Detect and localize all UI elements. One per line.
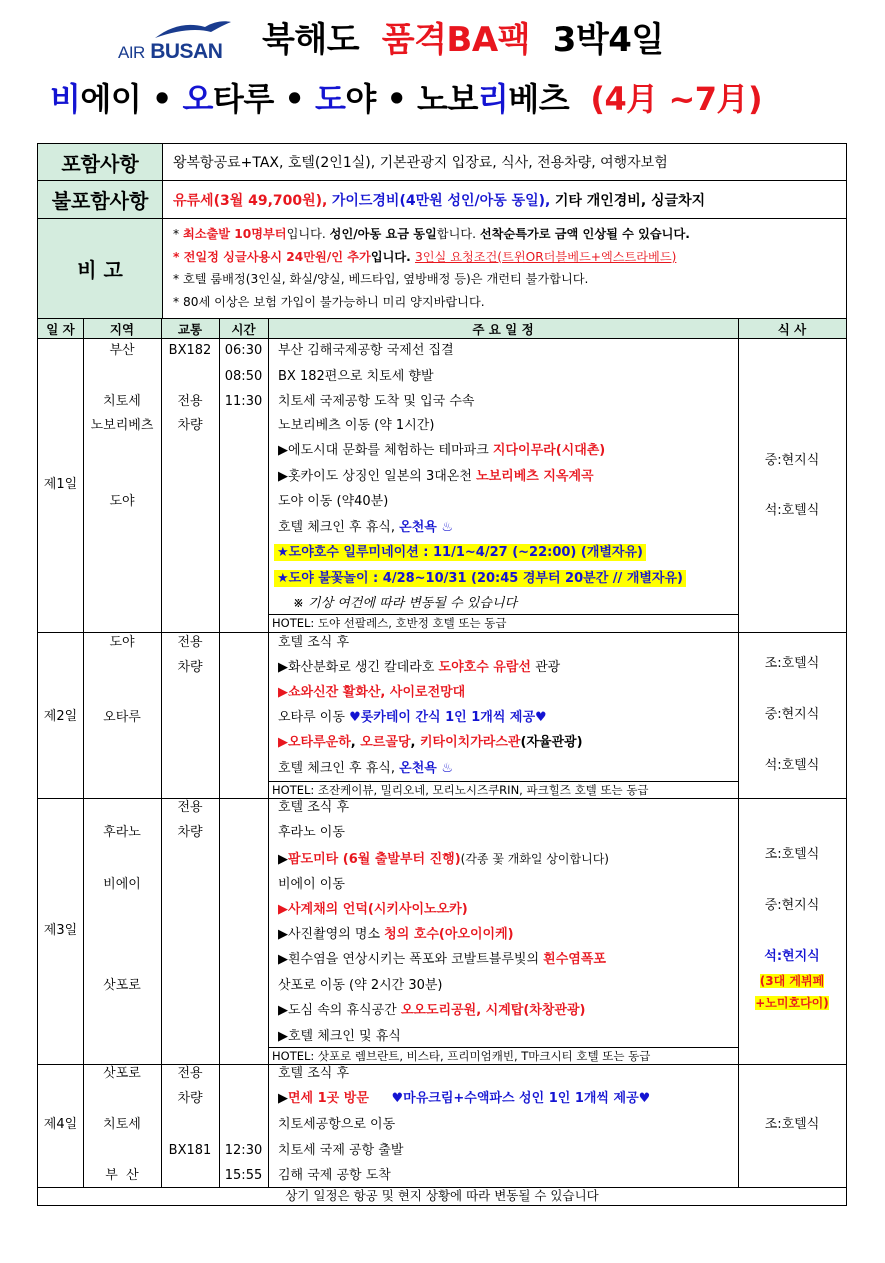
meal-special: [738, 995, 846, 1012]
fuel-surcharge: 유류세(3월 49,700원),: [173, 192, 328, 209]
schedule-highlight: 청의 호수(아오이이케): [384, 927, 514, 942]
subtitle-part: 야 • 노보: [345, 80, 478, 118]
schedule-highlight: 노보리베츠 지옥계곡: [476, 469, 594, 484]
schedule-highlight: 팜도미타 (6월 출발부터 진행): [288, 852, 461, 867]
schedule-item: [278, 851, 609, 868]
time: 12:30: [224, 1143, 263, 1158]
included-value: 왕복항공료+TAX, 호텔(2인1실), 기본관광지 입장료, 식사, 전용차량, 여행자보험: [163, 144, 846, 181]
meal: 중:현지식: [764, 898, 820, 913]
schedule-highlight: 흰수염폭포: [543, 952, 606, 967]
schedule-item: 치토세 국제 공항 출발: [278, 1143, 404, 1158]
hotel-info: HOTEL: 조잔케이뷰, 밀리오네, 모리노시즈쿠RIN, 파크힐즈 호텔 또는 동급: [272, 783, 649, 797]
grid-line: [161, 319, 162, 1187]
grid-line: [83, 319, 84, 1187]
schedule-text: ▶에도시대 문화를 체험하는 테마파크: [278, 443, 493, 458]
subtitle-period: (4月 ~7月): [590, 80, 763, 118]
transport: BX181: [168, 1143, 212, 1158]
schedule-item: 도야 이동 (약40분): [278, 494, 389, 509]
hot-spring-text: 온천욕 ♨: [399, 520, 453, 535]
region: 치토세: [103, 394, 141, 409]
schedule-item: [278, 660, 560, 676]
subtitle-part: 에이 •: [80, 80, 183, 118]
header-meal: 식 사: [777, 322, 807, 337]
region: 부산: [109, 343, 135, 358]
schedule-item: 부산 김해국제공항 국제선 집결: [278, 343, 454, 358]
day-label: 제1일: [43, 477, 78, 492]
schedule-item: ▶사계채의 언덕(시키사이노오카): [278, 902, 468, 917]
region: 오타루: [103, 710, 141, 725]
schedule-item: 삿포로 이동 (약 2시간 30분): [278, 978, 443, 993]
note-text: *: [173, 249, 184, 264]
transport: 전용: [177, 800, 203, 815]
region: 후라노: [103, 825, 141, 840]
hotel-separator: [268, 781, 738, 782]
schedule-item: [278, 952, 606, 968]
subtitle-part: 도: [314, 80, 346, 118]
itinerary-table: [37, 143, 847, 1206]
transport: 차량: [177, 418, 203, 433]
note-text: 선착순특가로 금액 인상될 수 있습니다.: [479, 227, 690, 241]
schedule-item: 호텔 조식 후: [278, 800, 350, 815]
region: 도야: [109, 635, 135, 650]
meal: 조:호텔식: [764, 1117, 820, 1132]
meal: 석:호텔식: [764, 758, 820, 773]
gift-text: ♥마유크림+수액파스 성인 1인 1개씩 제공♥: [368, 1091, 651, 1106]
schedule-item: 치토세 국제공항 도착 및 입국 수속: [278, 394, 475, 409]
schedule-text: 호텔 체크인 후 휴식,: [278, 761, 400, 776]
schedule-item: 노보리베츠 이동 (약 1시간): [278, 418, 435, 433]
note-text: 합니다.: [436, 227, 480, 241]
page-header: [0, 0, 885, 140]
meal: 석:현지식: [764, 949, 820, 964]
illumination-notice: ★도야호수 일루미네이션 : 11/1~4/27 (~22:00) (개별자유): [274, 544, 646, 561]
airline-logo: [118, 18, 238, 68]
schedule-text: ▶도심 속의 휴식공간: [278, 1003, 401, 1018]
excluded-rest: 기타 개인경비, 싱글차지: [554, 192, 706, 209]
time: 15:55: [224, 1168, 263, 1183]
day-label: 제2일: [43, 709, 78, 724]
schedule-item: [274, 571, 686, 587]
header-time: 시간: [231, 322, 256, 337]
hot-spring-text: 온천욕 ♨: [399, 761, 453, 776]
region: 비에이: [103, 877, 141, 892]
schedule-highlight: 지다이무라(시대촌): [492, 443, 606, 458]
hotel-separator: [268, 1047, 738, 1048]
schedule-highlight: ▶오타루운하: [278, 735, 351, 750]
schedule-item: 후라노 이동: [278, 825, 345, 840]
day-separator: [38, 632, 846, 633]
schedule-item: ▶쇼와신잔 활화산, 사이로전망대: [278, 685, 466, 700]
schedule-item: [278, 1091, 650, 1107]
time: 11:30: [224, 394, 263, 409]
header-region: 지역: [109, 322, 135, 337]
time: 08:50: [224, 369, 263, 384]
day-separator: [38, 798, 846, 799]
schedule-item: 김해 국제 공항 도착: [278, 1168, 391, 1183]
region: 부 산: [105, 1168, 139, 1183]
snack-gift-text: ♥롯카테이 간식 1인 1개씩 제공♥: [349, 710, 547, 725]
guide-fee: 가이드경비(4만원 성인/아동 동일),: [331, 192, 551, 209]
schedule-item: [278, 443, 605, 459]
hotel-separator: [268, 614, 738, 615]
notes-label: 비 고: [38, 219, 163, 319]
header-transport: 교통: [177, 322, 203, 337]
subtitle-part: 베츠: [508, 80, 570, 118]
note-item: [173, 223, 846, 246]
meal: 석:호텔식: [764, 503, 820, 518]
schedule-item: BX 182편으로 치토세 향발: [278, 369, 434, 384]
schedule-item: [278, 1003, 585, 1019]
hotel-info: HOTEL: 도야 선팔레스, 호반정 호텔 또는 동급: [272, 616, 507, 630]
meal: 중:현지식: [764, 707, 820, 722]
meal: 조:호텔식: [764, 847, 820, 862]
note-text: 전일정 싱글사용시 24만원/인 추가: [183, 249, 371, 264]
schedule-highlight: 오오도리공원, 시계탑(차창관광): [400, 1003, 586, 1018]
schedule-item: 호텔 조식 후: [278, 1066, 350, 1081]
transport: BX182: [168, 343, 212, 358]
schedule-item: 치토세공항으로 이동: [278, 1117, 396, 1132]
schedule-item: [278, 761, 453, 777]
grid-line: [219, 319, 220, 1187]
time: 06:30: [224, 343, 263, 358]
note-item: [173, 246, 846, 269]
schedule-item: 호텔 조식 후: [278, 635, 350, 650]
excluded-value: [163, 181, 846, 219]
schedule-highlight: 도야호수 유람선: [438, 660, 531, 675]
drinks-note: +노미호다이): [755, 996, 829, 1010]
included-label: 포함사항: [38, 144, 163, 181]
region: 도야: [109, 494, 135, 509]
note-text: 입니다.: [370, 249, 416, 264]
schedule-text: ▶사진촬영의 명소: [278, 927, 385, 942]
subtitle-part: 타루 •: [212, 80, 315, 118]
note-text: *: [173, 227, 183, 241]
weather-notice: ※ 기상 여건에 따라 변동될 수 있습니다: [293, 596, 518, 611]
schedule-item: 비에이 이동: [278, 877, 345, 892]
transport: 차량: [177, 1091, 203, 1106]
schedule-text: 관광: [530, 660, 561, 675]
excluded-label: 불포함사항: [38, 181, 163, 219]
grid-line: [738, 319, 739, 1187]
schedule-item: ▶호텔 체크인 및 휴식: [278, 1029, 401, 1044]
day-separator: [38, 1064, 846, 1065]
header-day: 일 자: [46, 322, 75, 337]
day-label: 제4일: [43, 1117, 78, 1132]
meal-special: [738, 973, 846, 990]
transport: 차량: [177, 825, 203, 840]
subtitle-part: 리: [477, 80, 509, 118]
note-text: 최소출발 10명부터: [182, 227, 287, 241]
logo-air-text: AIR: [118, 43, 145, 62]
schedule-text: ▶: [278, 852, 288, 867]
schedule-item: [274, 545, 646, 561]
schedule-item: [278, 710, 547, 726]
transport: 전용: [177, 1066, 203, 1081]
page-subtitle: [50, 74, 762, 120]
schedule-item: [278, 520, 453, 536]
logo-busan-text: BUSAN: [150, 40, 223, 63]
schedule-text: ▶화산분화로 생긴 칼데라호: [278, 660, 439, 675]
note-text: 3인실 요청조건(트윈OR더블베드+엑스트라베드): [415, 249, 677, 264]
subtitle-part: 비: [50, 80, 81, 118]
notes-list: [163, 219, 846, 319]
region: 삿포로: [103, 978, 141, 993]
schedule-text: 오타루 이동: [278, 710, 350, 725]
region: 노보리베츠: [90, 418, 154, 433]
transport: 전용: [177, 394, 203, 409]
header-schedule: 주 요 일 정: [472, 322, 534, 337]
schedule-text: ▶: [278, 1091, 288, 1106]
note-text: 입니다.: [286, 227, 330, 241]
note-item: * 호텔 룸배정(3인실, 화실/양실, 베드타입, 옆방배정 등)은 개런티 불가합니다.: [173, 272, 589, 286]
page-title: [262, 12, 664, 61]
transport: 전용: [177, 635, 203, 650]
title-product: 품격BA팩: [381, 20, 530, 60]
schedule-text: (자율관광): [520, 735, 583, 750]
schedule-text: 호텔 체크인 후 휴식,: [278, 520, 400, 535]
hotel-info: HOTEL: 삿포로 렘브란트, 비스타, 프리미엄캐빈, T마크시티 호텔 또는 동급: [272, 1049, 651, 1063]
region: 삿포로: [103, 1066, 141, 1081]
footer-note: 상기 일정은 항공 및 현지 상황에 따라 변동될 수 있습니다: [285, 1188, 599, 1203]
day-label: 제3일: [43, 923, 78, 938]
schedule-highlight: 오르골당: [360, 735, 411, 750]
title-region: 북해도: [262, 20, 360, 60]
meal: 중:현지식: [764, 453, 820, 468]
schedule-text: ,: [350, 735, 361, 750]
buffet-note: (3대 게뷔페: [759, 974, 825, 988]
schedule-highlight: 키타이치가라스관: [419, 735, 521, 750]
title-duration: 3박4일: [552, 20, 664, 60]
schedule-highlight: 면세 1곳 방문: [288, 1091, 369, 1106]
meal: 조:호텔식: [764, 656, 820, 671]
fireworks-notice: ★도야 불꽃놀이 : 4/28~10/31 (20:45 경부터 20분간 // 개별자유): [274, 570, 686, 587]
schedule-text: ▶흰수염을 연상시키는 폭포와 코발트블루빛의: [278, 952, 544, 967]
region: 치토세: [103, 1117, 141, 1132]
schedule-item: [278, 927, 514, 943]
schedule-text: ,: [410, 735, 420, 750]
note-item: * 80세 이상은 보험 가입이 불가능하니 미리 양지바랍니다.: [173, 294, 485, 309]
schedule-item: [278, 469, 594, 485]
schedule-text: ▶홋카이도 상징인 일본의 3대온천: [278, 469, 477, 484]
subtitle-part: 오: [182, 80, 213, 118]
transport: 차량: [177, 660, 203, 675]
schedule-text: (각종 꽃 개화일 상이합니다): [460, 852, 609, 866]
schedule-item: [278, 735, 583, 751]
note-text: 성인/아동 요금 동일: [329, 227, 437, 241]
